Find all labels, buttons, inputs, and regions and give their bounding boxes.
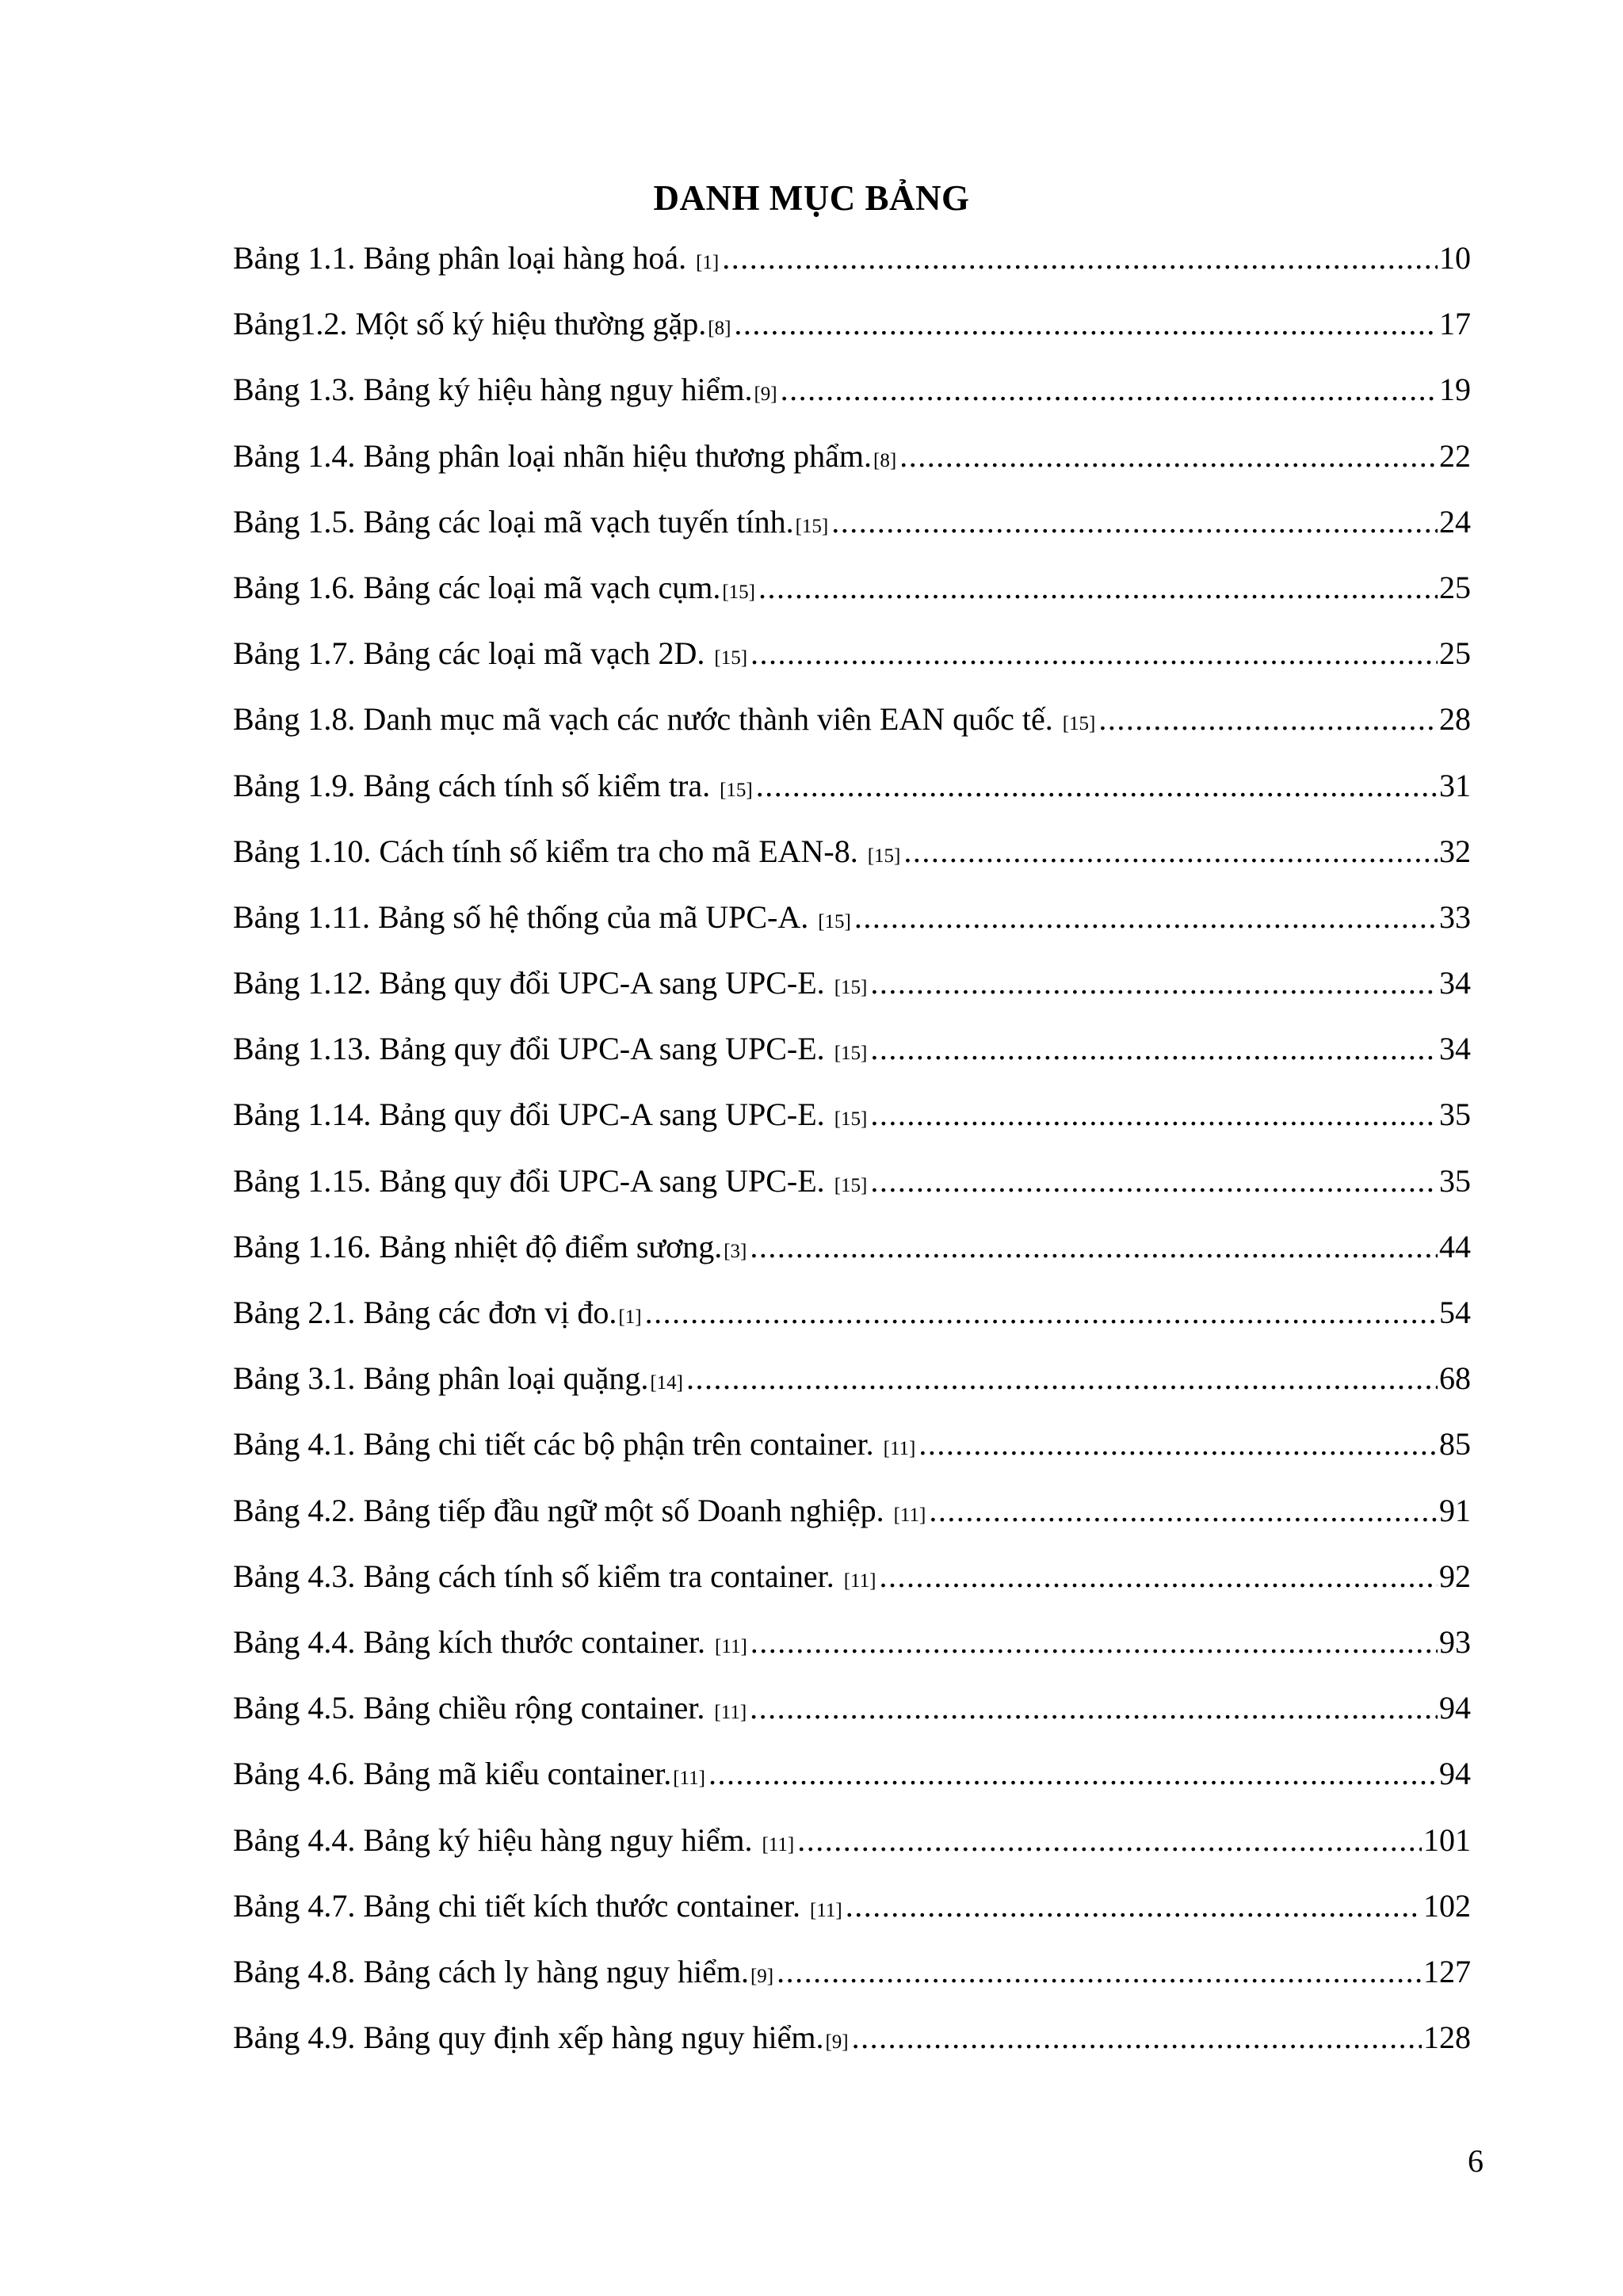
toc-entry-label: Bảng 1.6. Bảng các loại mã vạch cụm.: [233, 569, 721, 605]
toc-entry: [233, 762, 1471, 828]
toc-entry-page: 34: [1439, 965, 1471, 1001]
toc-entry: [233, 1091, 1471, 1157]
dot-leader: [750, 630, 1438, 677]
dot-leader: [781, 366, 1438, 414]
toc-entry-label: Bảng 1.1. Bảng phân loại hàng hoá.: [233, 240, 695, 276]
toc-entry: [233, 235, 1471, 300]
toc-entry-label: Bảng 1.13. Bảng quy đổi UPC-A sang UPC-E.: [233, 1031, 833, 1067]
toc-entry-reference: [9]: [825, 2031, 849, 2054]
dot-leader: [831, 498, 1438, 546]
toc-entry: [233, 564, 1471, 630]
toc-entry: [233, 300, 1471, 366]
toc-entry-page: 94: [1439, 1756, 1471, 1792]
dot-leader: [756, 762, 1438, 810]
toc-entry-label: Bảng 1.11. Bảng số hệ thống của mã UPC-A.: [233, 898, 817, 935]
dot-leader: [750, 1684, 1438, 1732]
toc-entry-label: Bảng 4.5. Bảng chiều rộng container.: [233, 1690, 713, 1726]
toc-entry-label: Bảng 4.4. Bảng ký hiệu hàng nguy hiểm.: [233, 1821, 761, 1858]
toc-entry-reference: [8]: [708, 318, 731, 340]
toc-entry-page: 22: [1439, 437, 1471, 474]
toc-entry-reference: [11]: [715, 1635, 747, 1657]
toc-entry-reference: [1]: [618, 1306, 642, 1328]
dot-leader: [903, 828, 1438, 875]
toc-entry-label: Bảng 1.16. Bảng nhiệt độ điểm sương.: [233, 1228, 723, 1264]
toc-entry: [233, 1553, 1471, 1619]
toc-entry-reference: [1]: [696, 252, 720, 273]
toc-entry-page: 32: [1439, 833, 1471, 869]
toc-entry-reference: [15]: [722, 581, 756, 603]
toc-entry: [233, 1817, 1471, 1882]
toc-entry-page: 25: [1439, 569, 1471, 605]
toc-entry: [233, 630, 1471, 696]
dot-leader: [708, 1750, 1438, 1798]
toc-entry-page: 68: [1439, 1360, 1471, 1397]
dot-leader: [852, 2014, 1422, 2061]
toc-entry: [233, 1948, 1471, 2014]
toc-entry-label: Bảng 3.1. Bảng phân loại quặng.: [233, 1360, 649, 1397]
dot-leader: [918, 1421, 1438, 1468]
toc-entry-page: 35: [1439, 1162, 1471, 1199]
toc-entry-reference: [15]: [834, 977, 868, 999]
toc-entry-label: Bảng 1.7. Bảng các loại mã vạch 2D.: [233, 635, 713, 672]
toc-entry-label: Bảng 1.9. Bảng cách tính số kiểm tra.: [233, 767, 719, 803]
dot-leader: [722, 235, 1438, 282]
toc-entry-page: 35: [1439, 1097, 1471, 1133]
toc-entry-page: 93: [1439, 1623, 1471, 1660]
toc-entry-label: Bảng 4.2. Bảng tiếp đầu ngữ một số Doanh nghiệp.: [233, 1492, 892, 1528]
toc-entry-page: 54: [1439, 1295, 1471, 1330]
dot-leader: [870, 1158, 1438, 1205]
toc-entry-reference: [11]: [714, 1702, 747, 1724]
toc-entry-page: 92: [1439, 1558, 1471, 1594]
dot-leader: [777, 1948, 1422, 1996]
toc-entry-label: Bảng 1.14. Bảng quy đổi UPC-A sang UPC-E.: [233, 1097, 833, 1133]
toc-entry-reference: [8]: [873, 449, 897, 471]
toc-entry-reference: [15]: [834, 1108, 868, 1131]
toc-entry-label: Bảng 1.10. Cách tính số kiểm tra cho mã EAN-8.: [233, 833, 866, 869]
dot-leader: [846, 1882, 1422, 1930]
toc-entry-label: Bảng 1.4. Bảng phân loại nhãn hiệu thương phẩm.: [233, 437, 873, 474]
toc-entry: [233, 959, 1471, 1025]
toc-entry-label: Bảng 4.6. Bảng mã kiểu container.: [233, 1756, 672, 1792]
toc-entry: [233, 1025, 1471, 1091]
toc-entry-label: Bảng 4.7. Bảng chi tiết kích thước container.: [233, 1887, 808, 1924]
toc-entry-page: 102: [1423, 1887, 1471, 1924]
toc-entry-reference: [11]: [883, 1438, 916, 1460]
toc-entry-page: 19: [1439, 372, 1471, 408]
dot-leader: [879, 1553, 1438, 1600]
toc-entry-label: Bảng 4.8. Bảng cách ly hàng nguy hiểm.: [233, 1953, 749, 1989]
dot-leader: [929, 1487, 1438, 1535]
toc-entry-page: 17: [1439, 306, 1471, 342]
dot-leader: [750, 1223, 1438, 1271]
toc-entry: [233, 1223, 1471, 1289]
toc-entry-reference: [14]: [650, 1372, 684, 1394]
toc-entry-page: 44: [1439, 1228, 1471, 1264]
toc-entry-label: Bảng 1.15. Bảng quy đổi UPC-A sang UPC-E.: [233, 1162, 833, 1199]
toc-entry-page: 101: [1423, 1821, 1471, 1858]
dot-leader: [854, 894, 1438, 941]
toc-entry-reference: [15]: [834, 1174, 868, 1196]
table-of-tables: [233, 235, 1471, 2080]
toc-entry: [233, 2014, 1471, 2080]
dot-leader: [1098, 696, 1438, 743]
toc-entry: [233, 433, 1471, 498]
toc-entry-reference: [11]: [893, 1504, 926, 1526]
toc-entry-page: 25: [1439, 635, 1471, 672]
toc-entry-label: Bảng 1.8. Danh mục mã vạch các nước thành viên EAN quốc tế.: [233, 701, 1061, 738]
toc-entry: [233, 1487, 1471, 1553]
toc-entry-reference: [11]: [810, 1899, 842, 1921]
dot-leader: [870, 1025, 1438, 1073]
toc-entry: [233, 498, 1471, 564]
toc-entry-page: 91: [1439, 1492, 1471, 1528]
toc-entry-page: 94: [1439, 1690, 1471, 1726]
dot-leader: [797, 1817, 1422, 1864]
toc-entry-page: 128: [1423, 2019, 1471, 2056]
toc-entry-page: 10: [1439, 240, 1471, 276]
dot-leader: [734, 300, 1438, 348]
toc-entry: [233, 1355, 1471, 1421]
toc-entry-label: Bảng 1.5. Bảng các loại mã vạch tuyến tính.: [233, 503, 794, 540]
toc-entry-reference: [9]: [754, 383, 777, 406]
toc-entry-label: Bảng 4.9. Bảng quy định xếp hàng nguy hiểm.: [233, 2019, 824, 2056]
dot-leader: [750, 1619, 1438, 1666]
toc-entry-page: 31: [1439, 767, 1471, 803]
toc-entry-page: 24: [1439, 503, 1471, 540]
toc-entry-page: 33: [1439, 898, 1471, 935]
toc-entry-page: 28: [1439, 701, 1471, 738]
page-title: DANH MỤC BẢNG: [653, 178, 970, 219]
toc-entry: [233, 366, 1471, 432]
toc-entry-reference: [11]: [673, 1768, 705, 1790]
toc-entry: [233, 1750, 1471, 1816]
toc-entry: [233, 1158, 1471, 1223]
toc-entry: [233, 1619, 1471, 1684]
toc-entry-reference: [11]: [843, 1569, 876, 1592]
toc-entry-reference: [15]: [818, 910, 851, 933]
toc-entry-reference: [15]: [1062, 713, 1096, 735]
toc-entry-reference: [15]: [834, 1043, 868, 1065]
toc-entry: [233, 1289, 1471, 1355]
dot-leader: [870, 1091, 1438, 1138]
toc-entry-label: Bảng 4.4. Bảng kích thước container.: [233, 1623, 714, 1660]
toc-entry-page: 127: [1423, 1953, 1471, 1989]
toc-entry-reference: [15]: [720, 779, 753, 801]
toc-entry: [233, 1421, 1471, 1486]
dot-leader: [686, 1355, 1438, 1402]
toc-entry: [233, 894, 1471, 959]
toc-entry-label: Bảng 2.1. Bảng các đơn vị đo.: [233, 1295, 617, 1330]
dot-leader: [758, 564, 1438, 612]
dot-leader: [870, 959, 1438, 1007]
toc-entry-page: 34: [1439, 1031, 1471, 1067]
toc-entry-label: Bảng 4.3. Bảng cách tính số kiểm tra container.: [233, 1558, 842, 1594]
toc-entry-label: Bảng 1.3. Bảng ký hiệu hàng nguy hiểm.: [233, 372, 753, 408]
toc-entry-reference: [15]: [714, 647, 748, 669]
toc-entry-label: Bảng 4.1. Bảng chi tiết các bộ phận trên container.: [233, 1426, 882, 1463]
toc-entry-label: Bảng1.2. Một số ký hiệu thường gặp.: [233, 306, 707, 342]
dot-leader: [645, 1289, 1438, 1337]
dot-leader: [899, 433, 1438, 480]
toc-entry: [233, 1882, 1471, 1948]
toc-entry-reference: [11]: [762, 1833, 795, 1855]
toc-entry-reference: [15]: [795, 515, 829, 537]
page-number: 6: [1468, 2143, 1484, 2179]
toc-entry-reference: [3]: [724, 1240, 747, 1262]
toc-entry: [233, 696, 1471, 761]
toc-entry-label: Bảng 1.12. Bảng quy đổi UPC-A sang UPC-E.: [233, 965, 833, 1001]
toc-entry: [233, 828, 1471, 894]
toc-entry-reference: [9]: [750, 1965, 774, 1987]
toc-entry-reference: [15]: [867, 845, 901, 867]
toc-entry-page: 85: [1439, 1426, 1471, 1463]
toc-entry: [233, 1684, 1471, 1750]
